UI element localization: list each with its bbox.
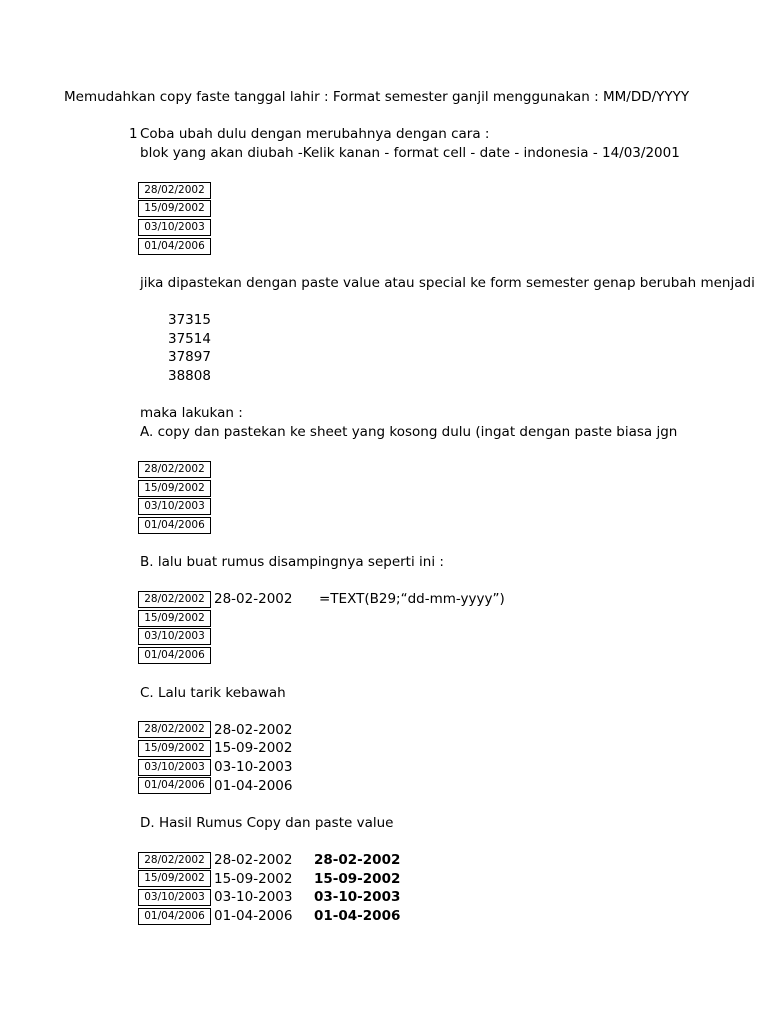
converted-date: 03-10-2003 — [214, 889, 293, 905]
serial-value: 37514 — [168, 331, 211, 347]
pasted-value: 28-02-2002 — [314, 852, 401, 868]
formula-text: =TEXT(B29;“dd-mm-yyyy”) — [319, 591, 505, 607]
paste-note: jika dipastekan dengan paste value atau special ke form semester genap berubah menjadi — [140, 275, 755, 291]
step-1-instruction: blok yang akan diubah -Kelik kanan - format cell - date - indonesia - 14/03/2001 — [140, 145, 680, 161]
converted-date: 28-02-2002 — [214, 722, 293, 738]
date-cell[interactable]: 28/02/2002 — [138, 852, 211, 869]
converted-date: 01-04-2006 — [214, 908, 293, 924]
date-cell[interactable]: 28/02/2002 — [138, 182, 211, 199]
step-b-text: B. lalu buat rumus disampingnya seperti ini : — [140, 554, 444, 570]
step-c-text: C. Lalu tarik kebawah — [140, 685, 286, 701]
date-cell[interactable]: 01/04/2006 — [138, 238, 211, 255]
converted-date: 01-04-2006 — [214, 778, 293, 794]
date-cell[interactable]: 01/04/2006 — [138, 777, 211, 794]
date-cell[interactable]: 01/04/2006 — [138, 908, 211, 925]
date-cell[interactable]: 01/04/2006 — [138, 517, 211, 534]
maka-label: maka lakukan : — [140, 405, 243, 421]
converted-date: 03-10-2003 — [214, 759, 293, 775]
date-cell[interactable]: 01/04/2006 — [138, 647, 211, 664]
serial-value: 37315 — [168, 312, 211, 328]
date-cell[interactable]: 28/02/2002 — [138, 461, 211, 478]
date-cell[interactable]: 15/09/2002 — [138, 610, 211, 627]
date-cell[interactable]: 03/10/2003 — [138, 219, 211, 236]
converted-date: 15-09-2002 — [214, 871, 293, 887]
formula-result: 28-02-2002 — [214, 591, 293, 607]
serial-value: 37897 — [168, 349, 211, 365]
step-d-text: D. Hasil Rumus Copy dan paste value — [140, 815, 394, 831]
converted-date: 15-09-2002 — [214, 740, 293, 756]
step-a-text: A. copy dan pastekan ke sheet yang kosong dulu (ingat dengan paste biasa jgn — [140, 424, 678, 440]
pasted-value: 01-04-2006 — [314, 908, 401, 924]
date-cell[interactable]: 03/10/2003 — [138, 759, 211, 776]
date-cell[interactable]: 28/02/2002 — [138, 721, 211, 738]
date-cell[interactable]: 03/10/2003 — [138, 628, 211, 645]
converted-date: 28-02-2002 — [214, 852, 293, 868]
serial-value: 38808 — [168, 368, 211, 384]
step-1-text: Coba ubah dulu dengan merubahnya dengan cara : — [140, 126, 490, 142]
document-title: Memudahkan copy faste tanggal lahir : Format semester ganjil menggunakan : MM/DD/YYYY — [64, 89, 690, 105]
date-cell[interactable]: 03/10/2003 — [138, 889, 211, 906]
date-cell[interactable]: 15/09/2002 — [138, 870, 211, 887]
date-cell[interactable]: 15/09/2002 — [138, 200, 211, 217]
date-cell[interactable]: 15/09/2002 — [138, 740, 211, 757]
pasted-value: 15-09-2002 — [314, 871, 401, 887]
pasted-value: 03-10-2003 — [314, 889, 401, 905]
step-number: 1 — [129, 126, 138, 142]
date-cell[interactable]: 15/09/2002 — [138, 480, 211, 497]
date-cell[interactable]: 03/10/2003 — [138, 498, 211, 515]
date-cell[interactable]: 28/02/2002 — [138, 591, 211, 608]
